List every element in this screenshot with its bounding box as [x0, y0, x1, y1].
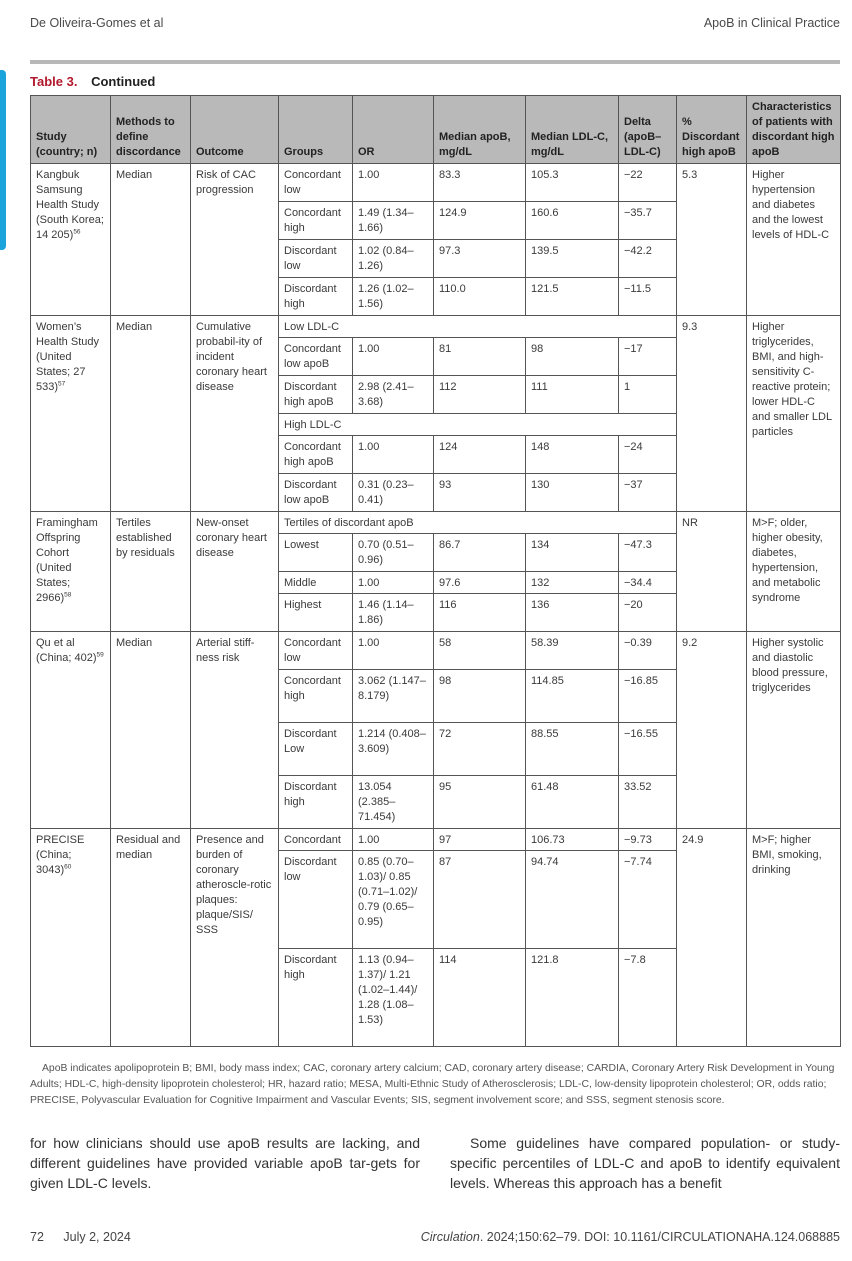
col-header-pct-discordant: % Discordant high apoB	[677, 96, 747, 164]
outcome-cell: Risk of CAC progression	[191, 164, 279, 316]
table-row	[31, 632, 841, 670]
ldlc-cell: 160.6	[526, 202, 619, 240]
col-header-characteristics: Characteristics of patients with discordant high apoB	[747, 96, 841, 164]
study-cell: Women’s Health Study (United States; 27 533)$^{57}$	[31, 316, 111, 512]
body-text-right: Some guidelines have compared population- or study-specific percentiles of LDL-C and apoB to identify equivalent levels. Whereas this approach has a benefit	[450, 1135, 840, 1191]
characteristics-cell: Higher systolic and diastolic blood pressure, triglycerides	[747, 632, 841, 829]
delta-cell: −34.4	[619, 572, 677, 594]
group-cell: Concordant high apoB	[279, 436, 353, 474]
ldlc-cell: 134	[526, 534, 619, 572]
group-cell: Concordant low	[279, 164, 353, 202]
or-cell: 0.70 (0.51–0.96)	[353, 534, 434, 572]
ldlc-cell: 121.8	[526, 949, 619, 1047]
characteristics-cell: M>F; older, higher obesity, diabetes, hypertension, and metabolic syndrome	[747, 512, 841, 632]
delta-cell: −17	[619, 338, 677, 376]
ldlc-cell: 88.55	[526, 723, 619, 776]
delta-cell: −7.74	[619, 851, 677, 949]
running-head-title: ApoB in Clinical Practice	[703, 16, 840, 30]
outcome-cell: Arterial stiff-ness risk	[191, 632, 279, 829]
col-header-study: Study (country; n)	[31, 96, 111, 164]
delta-cell: −35.7	[619, 202, 677, 240]
table-label: Table 3.	[30, 74, 78, 89]
apob-cell: 110.0	[434, 278, 526, 316]
ldlc-cell: 105.3	[526, 164, 619, 202]
section-side-tab	[0, 70, 6, 250]
delta-cell: −20	[619, 594, 677, 632]
table-subheader-row	[31, 512, 841, 534]
group-cell: Concordant low	[279, 632, 353, 670]
or-cell: 1.26 (1.02–1.56)	[353, 278, 434, 316]
table-footnote: ApoB indicates apolipoprotein B; BMI, body mass index; CAC, coronary artery calcium; CAD, coronary artery disease; CARDIA, Coronary Artery Risk Development in Young Adults; HDL-C, high-density lipoprotein cholesterol; HR, hazard ratio; MESA, Multi-Ethnic Study of Atherosclerosis; LDL-C, low-density lipoprotein cholesterol; OR, odds ratio; PRECISE, Polyvascular Evaluation for Cognitive Impairment and Vascular Events; SIS, segment involvement score; and SSS, segment stenosis score.	[30, 1063, 835, 1106]
method-cell: Median	[111, 164, 191, 316]
body-text-left: for how clinicians should use apoB results are lacking, and different guidelines have provided variable apoB tar-gets for given LDL-C levels.	[30, 1135, 420, 1191]
pct-cell: 9.2	[677, 632, 747, 829]
apob-cell: 124	[434, 436, 526, 474]
or-cell: 1.00	[353, 338, 434, 376]
ldlc-cell: 148	[526, 436, 619, 474]
subheader-cell: High LDL-C	[279, 414, 677, 436]
group-cell: Discordant high	[279, 949, 353, 1047]
ldlc-cell: 98	[526, 338, 619, 376]
delta-cell: −42.2	[619, 240, 677, 278]
characteristics-cell: Higher triglycerides, BMI, and high-sensitivity C-reactive protein; lower HDL-C and smaller LDL particles	[747, 316, 841, 512]
apob-cell: 83.3	[434, 164, 526, 202]
ldlc-cell: 111	[526, 376, 619, 414]
table-row	[31, 829, 841, 851]
delta-cell: −47.3	[619, 534, 677, 572]
group-cell: Discordant high	[279, 776, 353, 829]
group-cell: Concordant low apoB	[279, 338, 353, 376]
delta-cell: −0.39	[619, 632, 677, 670]
apob-cell: 86.7	[434, 534, 526, 572]
or-cell: 0.31 (0.23–0.41)	[353, 474, 434, 512]
page-number: 72	[30, 1230, 44, 1244]
or-cell: 1.214 (0.408– 3.609)	[353, 723, 434, 776]
or-cell: 1.49 (1.34–1.66)	[353, 202, 434, 240]
delta-cell: −37	[619, 474, 677, 512]
or-cell: 1.02 (0.84–1.26)	[353, 240, 434, 278]
delta-cell: −22	[619, 164, 677, 202]
method-cell: Median	[111, 316, 191, 512]
or-cell: 1.00	[353, 829, 434, 851]
or-cell: 2.98 (2.41–3.68)	[353, 376, 434, 414]
or-cell: 0.85 (0.70–1.03)/ 0.85 (0.71–1.02)/ 0.79 (0.65–0.95)	[353, 851, 434, 949]
group-cell: Concordant	[279, 829, 353, 851]
ldlc-cell: 121.5	[526, 278, 619, 316]
or-cell: 1.00	[353, 572, 434, 594]
delta-cell: −16.85	[619, 670, 677, 723]
apob-cell: 95	[434, 776, 526, 829]
apob-cell: 81	[434, 338, 526, 376]
citation-footer	[421, 1230, 840, 1244]
or-cell: 1.00	[353, 164, 434, 202]
apob-cell: 87	[434, 851, 526, 949]
ldlc-cell: 106.73	[526, 829, 619, 851]
pct-cell: 5.3	[677, 164, 747, 316]
delta-cell: 33.52	[619, 776, 677, 829]
apob-cell: 98	[434, 670, 526, 723]
ldlc-cell: 114.85	[526, 670, 619, 723]
or-cell: 1.00	[353, 632, 434, 670]
study-cell: PRECISE (China; 3043)$^{60}$	[31, 829, 111, 1047]
citation-details: . 2024;150:62–79. DOI: 10.1161/CIRCULATIONAHA.124.068885	[479, 1230, 840, 1244]
delta-cell: −16.55	[619, 723, 677, 776]
subheader-cell: Low LDL-C	[279, 316, 677, 338]
group-cell: Discordant low	[279, 851, 353, 949]
delta-cell: −24	[619, 436, 677, 474]
apob-cell: 97.6	[434, 572, 526, 594]
col-header-methods: Methods to define discordance	[111, 96, 191, 164]
col-header-outcome: Outcome	[191, 96, 279, 164]
method-cell: Tertiles established by residuals	[111, 512, 191, 632]
running-head-authors: De Oliveira-Gomes et al	[30, 16, 164, 30]
group-cell: Concordant high	[279, 202, 353, 240]
characteristics-cell: Higher hypertension and diabetes and the lowest levels of HDL-C	[747, 164, 841, 316]
or-cell: 13.054 (2.385– 71.454)	[353, 776, 434, 829]
table-3	[30, 95, 841, 1047]
table-title	[30, 74, 155, 89]
apob-cell: 97	[434, 829, 526, 851]
ldlc-cell: 58.39	[526, 632, 619, 670]
ldlc-cell: 139.5	[526, 240, 619, 278]
apob-cell: 124.9	[434, 202, 526, 240]
col-header-median-apob: Median apoB, mg/dL	[434, 96, 526, 164]
apob-cell: 114	[434, 949, 526, 1047]
ldlc-cell: 130	[526, 474, 619, 512]
pct-cell: 9.3	[677, 316, 747, 512]
apob-cell: 58	[434, 632, 526, 670]
group-cell: Discordant low apoB	[279, 474, 353, 512]
outcome-cell: Presence and burden of coronary atheroscle-rotic plaques: plaque/SIS/ SSS	[191, 829, 279, 1047]
method-cell: Median	[111, 632, 191, 829]
group-cell: Discordant Low	[279, 723, 353, 776]
group-cell: Discordant low	[279, 240, 353, 278]
apob-cell: 116	[434, 594, 526, 632]
col-header-groups: Groups	[279, 96, 353, 164]
apob-cell: 93	[434, 474, 526, 512]
delta-cell: 1	[619, 376, 677, 414]
page-footer-left	[30, 1230, 131, 1244]
ldlc-cell: 132	[526, 572, 619, 594]
table-subheader-row	[31, 316, 841, 338]
table-row	[31, 164, 841, 202]
table-continued: Continued	[91, 74, 156, 89]
table-header-row	[31, 96, 841, 164]
group-cell: Highest	[279, 594, 353, 632]
outcome-cell: Cumulative probabil-ity of incident coronary heart disease	[191, 316, 279, 512]
col-header-delta: Delta (apoB–LDL-C)	[619, 96, 677, 164]
or-cell: 3.062 (1.147– 8.179)	[353, 670, 434, 723]
or-cell: 1.46 (1.14–1.86)	[353, 594, 434, 632]
header-rule	[30, 60, 840, 64]
delta-cell: −7.8	[619, 949, 677, 1047]
study-cell: Qu et al (China; 402)$^{59}$	[31, 632, 111, 829]
issue-date: July 2, 2024	[63, 1230, 131, 1244]
ldlc-cell: 61.48	[526, 776, 619, 829]
apob-cell: 112	[434, 376, 526, 414]
or-cell: 1.00	[353, 436, 434, 474]
ldlc-cell: 94.74	[526, 851, 619, 949]
delta-cell: −9.73	[619, 829, 677, 851]
delta-cell: −11.5	[619, 278, 677, 316]
col-header-median-ldlc: Median LDL-C, mg/dL	[526, 96, 619, 164]
group-cell: Concordant high	[279, 670, 353, 723]
journal-name: Circulation	[420, 1230, 480, 1244]
pct-cell: 24.9	[677, 829, 747, 1047]
or-cell: 1.13 (0.94–1.37)/ 1.21 (1.02–1.44)/ 1.28 (1.08–1.53)	[353, 949, 434, 1047]
apob-cell: 72	[434, 723, 526, 776]
pct-cell: NR	[677, 512, 747, 632]
subheader-cell: Tertiles of discordant apoB	[279, 512, 677, 534]
group-cell: Discordant high apoB	[279, 376, 353, 414]
group-cell: Discordant high	[279, 278, 353, 316]
study-cell: Kangbuk Samsung Health Study (South Korea; 14 205)$^{56}$	[31, 164, 111, 316]
method-cell: Residual and median	[111, 829, 191, 1047]
outcome-cell: New-onset coronary heart disease	[191, 512, 279, 632]
group-cell: Lowest	[279, 534, 353, 572]
ldlc-cell: 136	[526, 594, 619, 632]
col-header-or: OR	[353, 96, 434, 164]
group-cell: Middle	[279, 572, 353, 594]
characteristics-cell: M>F; higher BMI, smoking, drinking	[747, 829, 841, 1047]
apob-cell: 97.3	[434, 240, 526, 278]
study-cell: Framingham Offspring Cohort (United States; 2966)$^{58}$	[31, 512, 111, 632]
